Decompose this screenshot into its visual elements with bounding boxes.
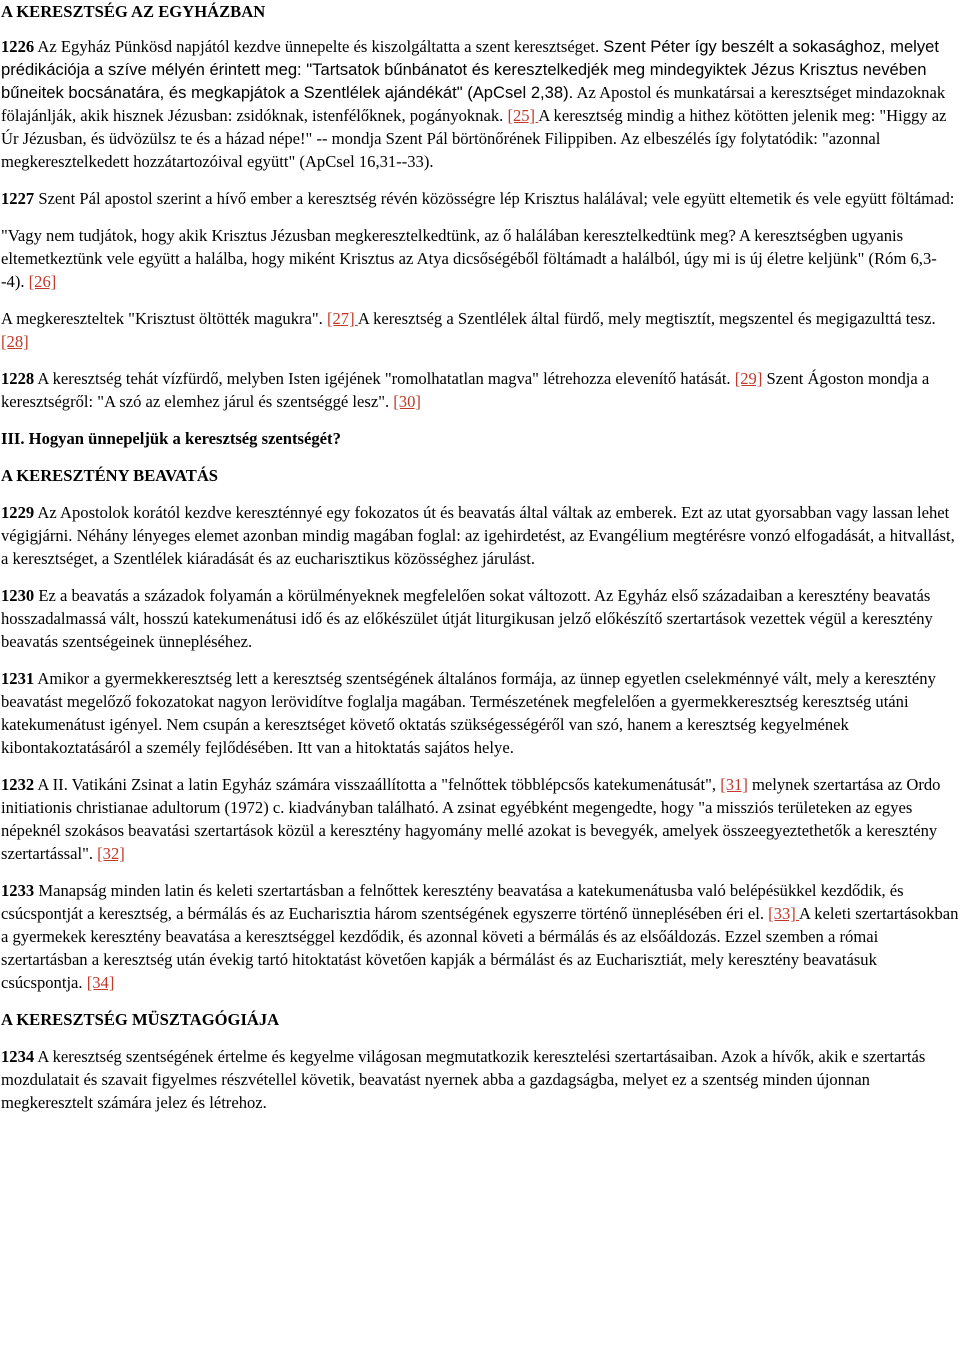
section-heading-baptism-in-church: A KERESZTSÉG AZ EGYHÁZBAN — [1, 2, 266, 21]
paragraph-text: A II. Vatikáni Zsinat a latin Egyház számára visszaállította a "felnőttek többlépcsős katekumenátusát", — [34, 775, 721, 794]
paragraph-1227-continued — [1, 307, 959, 353]
paragraph-number: 1231 — [1, 669, 35, 688]
footnote-link-31[interactable]: [31] — [720, 775, 748, 794]
footnote-link-25[interactable]: [25] — [507, 106, 539, 125]
quotation-romans — [1, 224, 959, 293]
paragraph-text: A keresztség tehát vízfürdő, melyben Isten igéjének "romolhatatlan magva" létrehozza elevenítő hatását. — [34, 369, 735, 388]
paragraph-number: 1233 — [1, 881, 35, 900]
paragraph-1232 — [1, 773, 959, 865]
footnote-link-32[interactable]: [32] — [97, 844, 125, 863]
paragraph-text: Amikor a gyermekkeresztség lett a keresztség szentségének általános formája, az ünnep egyetlen cselekménnyé vált, mely a keresztény beavatást megelőző fokozatokat nagyon lerövidítve foglalja magában. Természetének megfelelően a gyermekkeresztség keresztség utáni katekumenátust igényel. Nem csupán a keresztséget követő oktatás szükségességéről van szó, hanem a keresztség kegyelmének kibontakoztatásáról a személy fejlődésében. Itt van a hitoktatás sajátos helye. — [1, 669, 936, 757]
paragraph-number: 1229 — [1, 503, 35, 522]
paragraph-number: 1230 — [1, 586, 35, 605]
footnote-link-34[interactable]: [34] — [86, 973, 115, 992]
paragraph-text: Az Egyház Pünkösd napjától kezdve ünnepelte és kiszolgáltatta a szent keresztséget. — [34, 37, 604, 56]
paragraph-number: 1232 — [1, 775, 35, 794]
paragraph-text: Szent Pál apostol szerint a hívő ember a keresztség révén közösségre lép Krisztus halálával; vele együtt eltemetik és vele együtt föltámad: — [34, 189, 955, 208]
paragraph-text: melynek szertartása az Ordo initiationis christianae adultorum (1972) c. kiadványban található. A zsinat egyébként megengedte, hogy "a missziós területeken az egyes népeknél szokásos beavatási szertartások közül a keresztény hagyomány mellé azokat is bevegyék, amelyek összeegyeztethetők a keresztény szertartással". — [1, 775, 941, 863]
section-heading-christian-initiation: A KERESZTÉNY BEAVATÁS — [1, 466, 219, 485]
paragraph-1233 — [1, 879, 959, 994]
section-heading-mystagogy: A KERESZTSÉG MÜSZTAGÓGIÁJA — [1, 1010, 280, 1029]
footnote-link-33[interactable]: [33] — [768, 904, 800, 923]
paragraph-1226 — [1, 35, 959, 173]
paragraph-1234 — [1, 1045, 959, 1114]
quotation-text: "Vagy nem tudjátok, hogy akik Krisztus Jézusban megkeresztelkedtünk, az ő halálában keresztelkedtünk meg? A keresztségben ugyanis eltemetkeztünk vele együtt a halálba, hogy miként Krisztus az Atya dicsőségéből föltámadt a halálból, úgy mi is új életre keljünk" (Róm 6,3--4). — [1, 226, 937, 291]
paragraph-number: 1227 — [1, 189, 35, 208]
paragraph-text: Ez a beavatás a századok folyamán a körülményeknek megfelelően sokat változott. Az Egyház első századaiban a keresztény beavatás hosszadalmassá vált, hosszú katekumenátusi idő és az előkészület útját liturgikusan jelző előkészítő szertartások vezettek végül a keresztény beavatás szentségeinek ünnepléséhez. — [1, 586, 933, 651]
footnote-link-30[interactable]: [30] — [393, 392, 421, 411]
paragraph-1227 — [1, 187, 959, 210]
paragraph-1229 — [1, 501, 959, 570]
paragraph-text: A keleti szertartásokban a gyermekek keresztény beavatása a keresztséggel kezdődik, és azonnal követi a bérmálás és az elsőáldozás. Ezzel szemben a római szertartásban a keresztség után évekig tartó hitoktatást követően kapják a bérmálást és az Eucharisztiát, mely keresztény beavatásuk csúcspontja. — [1, 904, 959, 992]
paragraph-number: 1234 — [1, 1047, 35, 1066]
paragraph-text: A keresztség mindig a hithez kötötten jelenik meg: "Higgy az Úr Jézusban, és üdvözülsz te és a házad népe!" -- mondja Szent Pál börtönőrének Filippiben. Az elbeszélés így folytatódik: "azonnal megkeresztelkedett hozzátartozóival együtt" (ApCsel 16,31--33). — [1, 106, 947, 171]
paragraph-number: 1226 — [1, 37, 35, 56]
paragraph-1231 — [1, 667, 959, 759]
paragraph-text-sans: Szent Péter így beszélt a sokasághoz, melyet prédikációja a szíve mélyén érintett meg: "Tartsatok bűnbánatot és keresztelkedjék meg mindegyiktek Jézus Krisztus nevében bűneitek bocsánatára, és megkapjátok a Szentlélek ajándékát" (ApCsel 2,38). — [1, 37, 940, 102]
section-heading-celebration: III. Hogyan ünnepeljük a keresztség szentségét? — [1, 429, 341, 448]
paragraph-text: A megkereszteltek "Krisztust öltötték magukra". — [1, 309, 327, 328]
footnote-link-28[interactable]: [28] — [1, 332, 29, 351]
footnote-link-29[interactable]: [29] — [734, 369, 763, 388]
footnote-link-27[interactable]: [27] — [326, 309, 358, 328]
paragraph-text: A keresztség szentségének értelme és kegyelme világosan megmutatkozik keresztelési szertartásaiban. Azok a hívők, akik e szertartás mozdulatait és szavait figyelmes részvétellel követik, beavatást nyernek abba a gazdagságba, melyet ez a szentség minden újonnan megkeresztelt számára jelez és létrehoz. — [1, 1047, 926, 1112]
paragraph-text: Manapság minden latin és keleti szertartásban a felnőttek keresztény beavatása a katekumenátusba való belépésükkel kezdődik, és csúcspontját a keresztség, a bérmálás és az Eucharisztia három szentségének egyszerre történő ünneplésében éri el. — [1, 881, 904, 923]
paragraph-text: Az Apostolok korától kezdve kereszténnyé egy fokozatos út és beavatás által váltak az emberek. Ezt az utat gyorsabban vagy lassan lehet végigjárni. Néhány lényeges elemet azonban mindig magában foglal: az igehirdetést, az Evangélium megtérésre vonzó elfogadását, a hitvallást, a keresztséget, a Szentlélek kiáradását és az eucharisztikus közösséghez járulást. — [1, 503, 955, 568]
paragraph-1230 — [1, 584, 959, 653]
footnote-link-26[interactable]: [26] — [28, 272, 57, 291]
paragraph-text: A keresztség a Szentlélek által fürdő, mely megtisztít, megszentel és megigazulttá tesz. — [357, 309, 936, 328]
paragraph-text: Az Apostol és munkatársai a keresztséget mindazoknak fölajánlják, akik hisznek Jézusban: zsidóknak, istenfélőknek, pogányoknak. — [1, 83, 946, 125]
paragraph-number: 1228 — [1, 369, 35, 388]
paragraph-1228 — [1, 367, 959, 413]
paragraph-text: Szent Ágoston mondja a keresztségről: "A szó az elemhez járul és szentséggé lesz". — [1, 369, 930, 411]
